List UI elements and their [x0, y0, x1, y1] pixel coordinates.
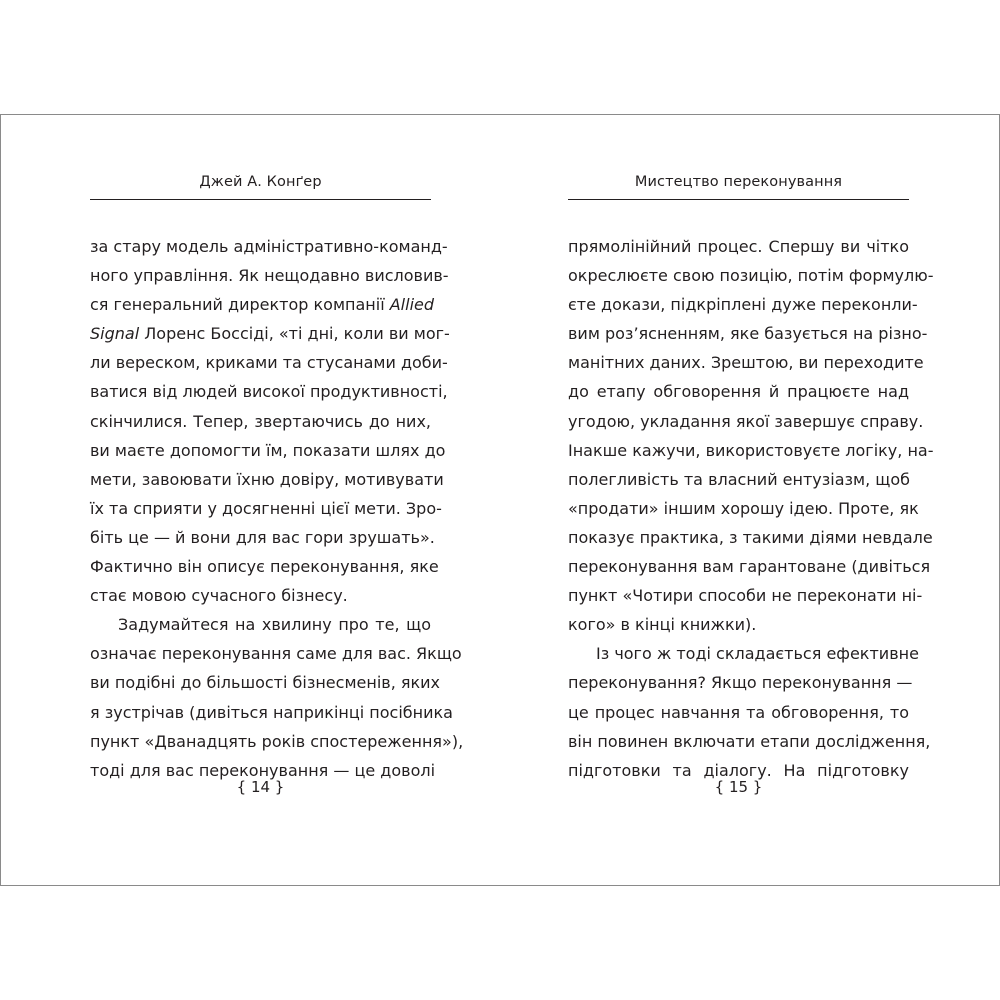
text-line: пункт «Чотири способи не переконати ні-: [568, 586, 923, 606]
left-body-text: [90, 232, 464, 785]
text-line: мети, завоювати їхню довіру, мотивувати: [90, 469, 444, 489]
text-line: манітних даних. Зрештою, ви переходите: [568, 353, 924, 373]
text-line: угодою, укладання якої завершує справу.: [568, 411, 924, 431]
left-header-rule: [90, 199, 431, 200]
text-line: єте докази, підкріплені дуже переконли-: [568, 295, 918, 315]
text-fragment: ся генеральний директор компанії: [90, 295, 390, 315]
left-page-number: { 14 }: [236, 778, 285, 796]
text-line: кого» в кінці книжки).: [568, 615, 757, 635]
left-running-head: Джей А. Конґер: [199, 174, 322, 190]
text-line: окреслюєте свою позицію, потім формулю-: [568, 266, 934, 286]
text-line: біть це — й вони для вас гори зрушать».: [90, 527, 435, 547]
italic-company-name: Allied: [389, 295, 435, 315]
text-line: Фактично він описує переконування, яке: [90, 557, 439, 577]
text-line: ного управління. Як нещодавно висловив-: [90, 266, 449, 286]
italic-company-name: Signal: [90, 324, 140, 344]
text-line: прямолінійний процес. Спершу ви чітко: [568, 237, 909, 256]
text-line: Задумайтеся на хвилину про те, що: [118, 615, 431, 635]
text-line: переконування? Якщо переконування —: [568, 673, 913, 693]
text-line: пункт «Дванадцять років спостереження»),: [90, 731, 464, 751]
text-line: їх та сприяти у досягненні цієї мети. Зро-: [90, 498, 442, 518]
text-line: [90, 319, 450, 348]
text-line: ли вереском, криками та стусанами доби-: [90, 353, 448, 373]
text-line: «продати» іншим хорошу ідею. Проте, як: [568, 498, 919, 518]
text-line: стає мовою сучасного бізнесу.: [90, 586, 348, 606]
text-line: [90, 290, 435, 319]
book-spread: [0, 114, 1000, 886]
text-line: Інакше кажучи, використовуєте логіку, на-: [568, 440, 934, 460]
right-page-number: { 15 }: [714, 778, 763, 796]
text-line: підготовки та діалогу. На підготовку: [568, 760, 909, 780]
text-line: полегливість та власний ентузіазм, щоб: [568, 469, 910, 489]
text-line: скінчилися. Тепер, звертаючись до них,: [90, 411, 431, 431]
text-line: до етапу обговорення й працюєте над: [568, 382, 909, 402]
text-line: це процес навчання та обговорення, то: [568, 702, 909, 722]
right-body-text: [568, 232, 934, 785]
text-line: ви маєте допомогти їм, показати шлях до: [90, 440, 446, 460]
right-header-rule: [568, 199, 909, 200]
text-line: я зустрічав (дивіться наприкінці посібника: [90, 702, 453, 722]
text-line: ви подібні до більшості бізнесменів, яких: [90, 673, 441, 693]
right-running-head: Мистецтво переконування: [634, 174, 843, 190]
text-line: показує практика, з такими діями невдале: [568, 527, 933, 547]
text-line: переконування вам гарантоване (дивіться: [568, 557, 931, 577]
text-line: означає переконування саме для вас. Якщо: [90, 644, 462, 664]
text-line: вим роз’ясненням, яке базується на різно-: [568, 324, 928, 344]
text-line: тоді для вас переконування — це доволі: [90, 760, 436, 780]
text-line: за стару модель адміністративно-команд-: [90, 237, 448, 256]
text-line: Із чого ж тоді складається ефективне: [596, 644, 919, 664]
text-line: він повинен включати етапи дослідження,: [568, 731, 931, 751]
text-line: ватися від людей високої продуктивності,: [90, 382, 448, 402]
text-fragment: Лоренс Боссіді, «ті дні, коли ви мог-: [139, 324, 450, 344]
